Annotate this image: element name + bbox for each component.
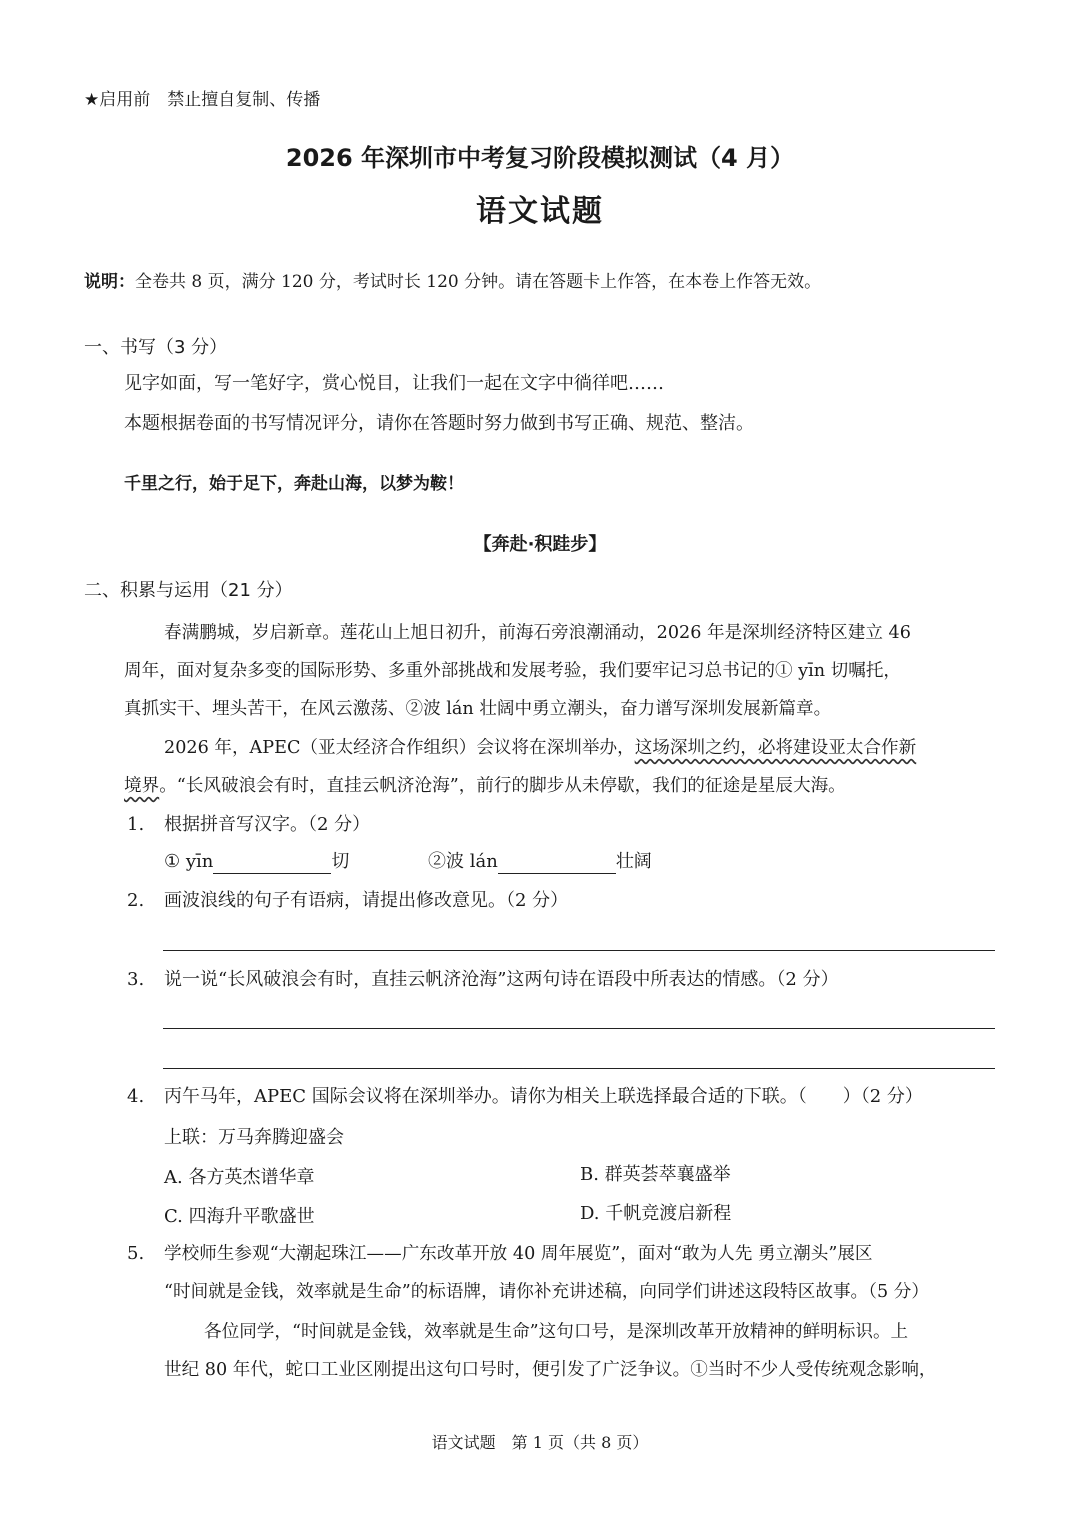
passage-p2-line1 <box>164 736 916 760</box>
exam-title: 2026 年深圳市中考复习阶段模拟测试（4 月） <box>285 144 795 172</box>
q1-item1-suffix: 切 <box>331 851 350 872</box>
q4-text: 丙午马年，APEC 国际会议将在深圳举办。请你为相关上联选择最合适的下联。（ ）（2 分） <box>164 1086 923 1107</box>
q3-number: 3. <box>127 969 145 990</box>
q5-text-line2: “时间就是金钱，效率就是生命”的标语牌，请你补充讲述稿，向同学们讲述这段特区故事。（5 分） <box>164 1282 929 1302</box>
section1-heading: 一、书写（3 分） <box>84 337 228 358</box>
q3-answer-line-2[interactable] <box>163 1068 995 1069</box>
q1-blank1[interactable] <box>213 853 331 874</box>
q5-text-line1: 学校师生参观“大潮起珠江——广东改革开放 40 周年展览”，面对“敢为人先 勇立潮头”展区 <box>164 1244 873 1264</box>
q1-item1-prefix: ① yīn <box>164 851 214 872</box>
instructions-label: 说明： <box>84 272 135 292</box>
q5-speech-line2: 世纪 80 年代，蛇口工业区刚提出这句口号时，便引发了广泛争议。①当时不少人受传统观念影响， <box>164 1360 937 1380</box>
section1-line2: 本题根据卷面的书写情况评分，请你在答题时努力做到书写正确、规范、整洁。 <box>124 413 754 434</box>
q3-answer-line-1[interactable] <box>163 1028 995 1029</box>
q1-item2-prefix: ②波 lán <box>428 851 498 872</box>
q5-speech-line1: 各位同学，“时间就是金钱，效率就是生命”这句口号，是深圳改革开放精神的鲜明标识。上 <box>204 1322 909 1342</box>
q1-item1 <box>164 850 349 874</box>
q1-item2-suffix: 壮阔 <box>615 851 652 872</box>
q4-number: 4. <box>127 1086 145 1107</box>
section1-motto: 千里之行，始于足下，奔赴山海，以梦为鞍！ <box>124 474 464 494</box>
passage-p1-line2: 周年，面对复杂多变的国际形势、多重外部挑战和发展考验，我们要牢记习总书记的① yīn 切嘱托， <box>124 661 902 681</box>
passage-p2-text-end: 。“长风破浪会有时，直挂云帆济沧海”，前行的脚步从未停歇，我们的征途是星辰大海。 <box>159 776 846 796</box>
q1-blank2[interactable] <box>498 853 616 874</box>
wavy-underlined-sentence-end: 境界 <box>124 776 160 796</box>
q1-text: 根据拼音写汉字。（2 分） <box>164 814 371 835</box>
confidential-note: ★启用前 禁止擅自复制、传播 <box>84 90 321 110</box>
q3-text: 说一说“长风破浪会有时，直挂云帆济沧海”这两句诗在语段中所表达的情感。（2 分） <box>164 969 839 990</box>
q1-item2 <box>428 850 652 874</box>
instructions-text: 全卷共 8 页，满分 120 分，考试时长 120 分钟。请在答题卡上作答，在本卷上作答无效。 <box>135 272 822 292</box>
passage-p1-line3: 真抓实干、埋头苦干，在风云激荡、②波 lán 壮阔中勇立潮头，奋力谱写深圳发展新篇章。 <box>124 699 832 719</box>
q1-number: 1. <box>127 814 145 835</box>
q4-option-b[interactable]: B. 群英荟萃襄盛举 <box>580 1164 731 1185</box>
q4-upper-couplet: 上联：万马奔腾迎盛会 <box>164 1127 344 1148</box>
q2-answer-line[interactable] <box>163 950 995 951</box>
q2-number: 2. <box>127 890 145 911</box>
instructions <box>84 270 821 294</box>
passage-p2-line2 <box>124 774 846 798</box>
q2-text: 画波浪线的句子有语病，请提出修改意见。（2 分） <box>164 890 569 911</box>
part-title: 【奔赴·积跬步】 <box>473 534 607 555</box>
section1-line1: 见字如面，写一笔好字，赏心悦目，让我们一起在文字中徜徉吧…… <box>124 373 664 394</box>
q5-number: 5. <box>127 1243 145 1264</box>
passage-p2-text: 2026 年，APEC（亚太经济合作组织）会议将在深圳举办， <box>164 738 635 758</box>
page-footer: 语文试题 第 1 页（共 8 页） <box>431 1433 649 1452</box>
subject-title: 语文试题 <box>476 194 604 229</box>
q4-option-c[interactable]: C. 四海升平歌盛世 <box>164 1206 315 1227</box>
q4-option-a[interactable]: A. 各方英杰谱华章 <box>164 1167 315 1188</box>
section2-heading: 二、积累与运用（21 分） <box>84 580 293 601</box>
q4-option-d[interactable]: D. 千帆竞渡启新程 <box>580 1203 732 1224</box>
passage-p1-line1: 春满鹏城，岁启新章。莲花山上旭日初升，前海石旁浪潮涌动，2026 年是深圳经济特区建立 46 <box>164 623 911 643</box>
wavy-underlined-sentence: 这场深圳之约，必将建设亚太合作新 <box>634 738 917 758</box>
